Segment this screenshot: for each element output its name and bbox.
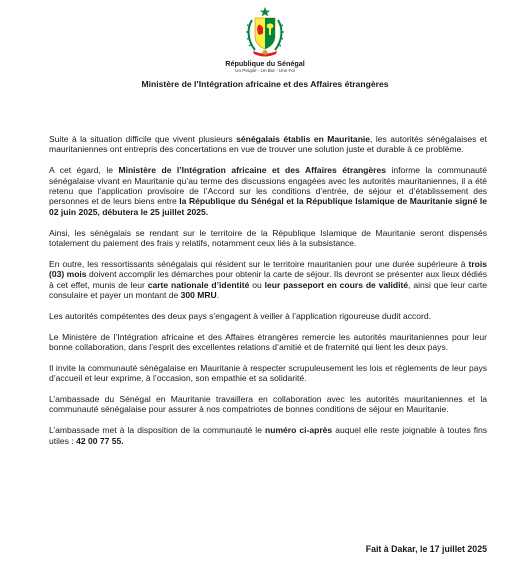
ministry-title: Ministère de l’Intégration africaine et des Affaires étrangères <box>141 79 389 89</box>
paragraph-3: Ainsi, les sénégalais se rendant sur le territoire de la République Islamique de Mauritanie seront dispensés totalement du paiement des frais y relatifs, notamment ceux liés à la subsistance. <box>49 227 487 249</box>
paragraph-4: En outre, les ressortissants sénégalais qui résident sur le territoire mauritanien pour une durée supérieure à trois (03) mois doivent accomplir les démarches pour obtenir la carte de séjour. Ils devront se présenter aux lieux dédiés à cet effet, munis de leur carte nationale d’identité ou leur passeport en cours de validité, ainsi que leur carte consulaire et payer un montant de 300 MRU. <box>49 258 488 301</box>
paragraph-2: A cet égard, le Ministère de l’Intégration africaine et des Affaires étrangères informe la communauté sénégalaise vivant en Mauritanie qu’au terme des discussions engagées avec les autorités mauritaniennes, il a été retenu que l’application provisoire de l’Accord sur les conditions d’entrée, de séjour et d’établissement des personnes et de leurs biens entre la République du Sénégal et la République Islamique de Mauritanie signé le 02 juin 2025, débutera le 25 juillet 2025. <box>49 165 488 217</box>
paragraph-7: Il invite la communauté sénégalaise en Mauritanie à respecter scrupuleusement les lois et règlements de leur pays d’accueil et leur exprime, à l’occasion, son empathie et sa solidarité. <box>49 362 487 384</box>
national-motto: Un Peuple - Un But - Une Foi <box>235 68 295 73</box>
place-and-date-signoff: Fait à Dakar, le 17 juillet 2025 <box>365 544 487 554</box>
paragraph-6: Le Ministère de l’Intégration africaine et des Affaires étrangères remercie les autorités mauritaniennes pour leur bonne collaboration, dans l’esprit des excellentes relations d’amitié et de fraternité qui lient les deux pays. <box>49 331 487 353</box>
paragraph-8: L’ambassade du Sénégal en Mauritanie travaillera en collaboration avec les autorités mauritaniennes et la communauté sénégalaise pour assurer à nos compatriotes de bonnes conditions de séjour en Mauritanie. <box>49 394 487 415</box>
senegal-coat-of-arms-icon <box>243 6 287 58</box>
paragraph-1: Suite à la situation difficile que vivent plusieurs sénégalais établis en Mauritanie, les autorités sénégalaises et mauritaniennes ont entrepris des concertations en vue de trouver une solution juste et durable à ce problème. <box>49 134 487 155</box>
contact-phone-number: 42 00 77 55. <box>76 435 124 446</box>
republic-name: République du Sénégal <box>225 59 305 68</box>
paragraph-9: L’ambassade met à la disposition de la communauté le numéro ci-après auquel elle reste joignable à toutes fins utiles : 42 00 77 55. <box>49 425 488 446</box>
press-release-body <box>49 134 487 456</box>
paragraph-5: Les autorités compétentes des deux pays s’engagent à veiller à l’application rigoureuse dudit accord. <box>49 310 431 321</box>
letterhead <box>0 6 530 90</box>
